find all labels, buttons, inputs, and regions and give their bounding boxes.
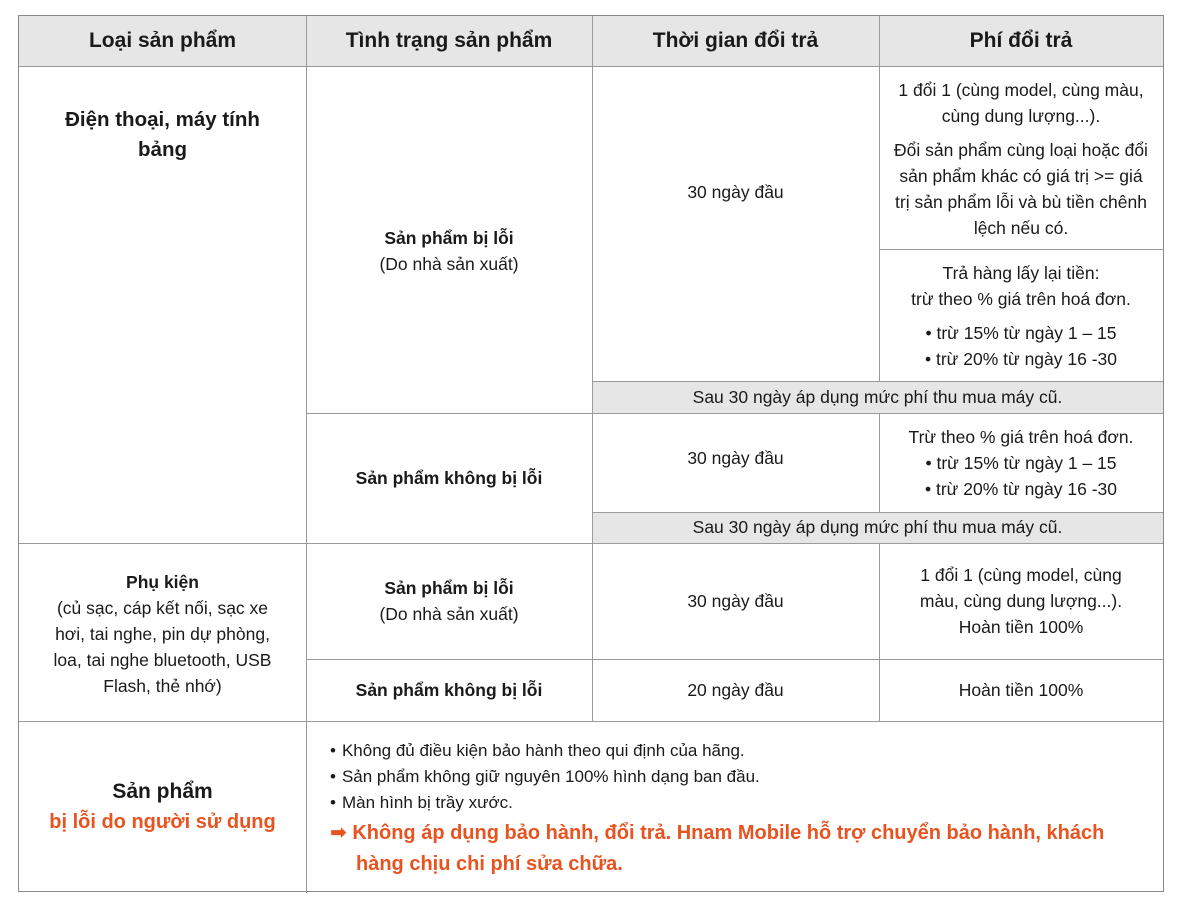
accessory-defective-fee-1: 1 đổi 1 (cùng model, cùng màu, cùng dung lượng...). xyxy=(919,565,1123,611)
accessory-not-defective-status xyxy=(306,659,592,721)
phone-not-defective-fee-bullet-2: trừ 20% từ ngày 16 -30 xyxy=(935,479,1118,499)
phone-defective-refund-bullet-2: trừ 20% từ ngày 16 -30 xyxy=(935,349,1118,369)
phone-not-defective-status xyxy=(306,413,592,543)
phone-defective-exchange-fee xyxy=(894,74,1148,244)
accessory-not-defective-status-label: Sản phẩm không bị lỗi xyxy=(355,680,543,700)
divider xyxy=(879,16,880,381)
accessory-defective-status xyxy=(306,543,592,659)
accessory-defective-status-note: (Do nhà sản xuất) xyxy=(379,604,519,624)
phone-not-defective-fee-1: Trừ theo % giá trên hoá đơn. xyxy=(908,427,1134,447)
accessory-not-defective-period-label: 20 ngày đầu xyxy=(687,680,784,700)
accessory-not-defective-fee-label: Hoàn tiền 100% xyxy=(958,680,1084,700)
phone-defective-status xyxy=(306,216,592,286)
phone-defective-refund-1: Trả hàng lấy lại tiền: xyxy=(942,263,1100,283)
accessory-category-label: Phụ kiện xyxy=(126,572,199,592)
phone-category xyxy=(39,100,286,170)
header-product-status xyxy=(306,16,592,66)
phone-defective-exchange-1: 1 đổi 1 (cùng model, cùng màu, cùng dung lượng...). xyxy=(898,80,1144,126)
list-item: • Sản phẩm không giữ nguyên 100% hình dạng ban đầu. xyxy=(330,764,760,790)
user-fault-title-1: Sản phẩm xyxy=(112,780,213,803)
divider xyxy=(19,66,1163,67)
phone-defective-period xyxy=(592,174,879,210)
header-return-period xyxy=(592,16,879,66)
list-item: • Màn hình bị trầy xước. xyxy=(330,790,760,816)
phone-category-label: Điện thoại, máy tính bảng xyxy=(65,108,260,161)
accessory-not-defective-fee xyxy=(879,659,1163,721)
phone-not-defective-period xyxy=(592,413,879,503)
user-fault-note-line-2: hàng chịu chi phí sửa chữa. xyxy=(356,853,623,875)
header-return-period-label: Thời gian đổi trả xyxy=(652,29,819,52)
user-fault-category xyxy=(19,721,306,893)
divider xyxy=(592,381,1163,382)
phone-defective-status-label: Sản phẩm bị lỗi xyxy=(384,228,514,248)
header-product-type xyxy=(19,16,306,66)
phone-defective-after-30-days xyxy=(592,381,1163,413)
phone-defective-refund-fee: Trả hàng lấy lại tiền: trừ theo % giá trên hoá đơn. • trừ 15% từ ngày 1 – 15 • trừ 20% từ ngày 16 -30 xyxy=(894,256,1148,376)
phone-not-defective-after-text: Sau 30 ngày áp dụng mức phí thu mua máy cũ. xyxy=(692,517,1063,537)
phone-defective-exchange-2: Đổi sản phẩm cùng loại hoặc đổi sản phẩm khác có giá trị >= giá trị sản phẩm lỗi và bù tiền chênh lệch nếu có. xyxy=(894,140,1148,238)
phone-defective-after-text: Sau 30 ngày áp dụng mức phí thu mua máy cũ. xyxy=(692,386,1063,407)
list-item: • Không đủ điều kiện bảo hành theo qui định của hãng. xyxy=(330,738,760,764)
accessory-defective-status-label: Sản phẩm bị lỗi xyxy=(384,578,514,598)
accessory-defective-fee xyxy=(899,543,1143,659)
accessory-category xyxy=(45,564,280,704)
user-fault-note-line-1: Không áp dụng bảo hành, đổi trả. Hnam Mobile hỗ trợ chuyển bảo hành, khách xyxy=(352,822,1105,844)
user-fault-title-2: bị lỗi do người sử dụng xyxy=(49,811,276,833)
header-return-fee-label: Phí đổi trả xyxy=(969,29,1073,52)
header-return-fee xyxy=(879,16,1163,66)
accessory-not-defective-period xyxy=(592,659,879,721)
accessory-defective-period xyxy=(592,543,879,659)
header-product-type-label: Loại sản phẩm xyxy=(88,29,237,52)
phone-defective-status-note: (Do nhà sản xuất) xyxy=(379,254,519,274)
phone-not-defective-after-30-days xyxy=(592,512,1163,543)
phone-not-defective-status-label: Sản phẩm không bị lỗi xyxy=(355,468,543,488)
user-fault-conditions xyxy=(330,738,760,816)
arrow-right-icon: ➡ xyxy=(330,822,347,844)
divider xyxy=(879,249,1163,250)
user-fault-note xyxy=(330,818,1130,880)
phone-not-defective-fee: Trừ theo % giá trên hoá đơn. • trừ 15% từ ngày 1 – 15 • trừ 20% từ ngày 16 -30 xyxy=(879,420,1163,506)
header-product-status-label: Tình trạng sản phẩm xyxy=(345,29,553,52)
phone-defective-refund-bullet-1: trừ 15% từ ngày 1 – 15 xyxy=(936,323,1117,343)
divider xyxy=(592,512,1163,513)
phone-not-defective-period-label: 30 ngày đầu xyxy=(687,448,784,468)
phone-not-defective-fee-bullet-1: trừ 15% từ ngày 1 – 15 xyxy=(936,453,1117,473)
accessory-defective-period-label: 30 ngày đầu xyxy=(687,591,784,611)
accessory-category-note: (củ sạc, cáp kết nối, sạc xe hơi, tai nghe, pin dự phòng, loa, tai nghe bluetooth, USB Flash, thẻ nhớ) xyxy=(53,598,272,696)
accessory-defective-fee-2: Hoàn tiền 100% xyxy=(958,617,1084,637)
phone-defective-period-label: 30 ngày đầu xyxy=(687,182,784,202)
phone-defective-refund-2: trừ theo % giá trên hoá đơn. xyxy=(911,289,1131,309)
